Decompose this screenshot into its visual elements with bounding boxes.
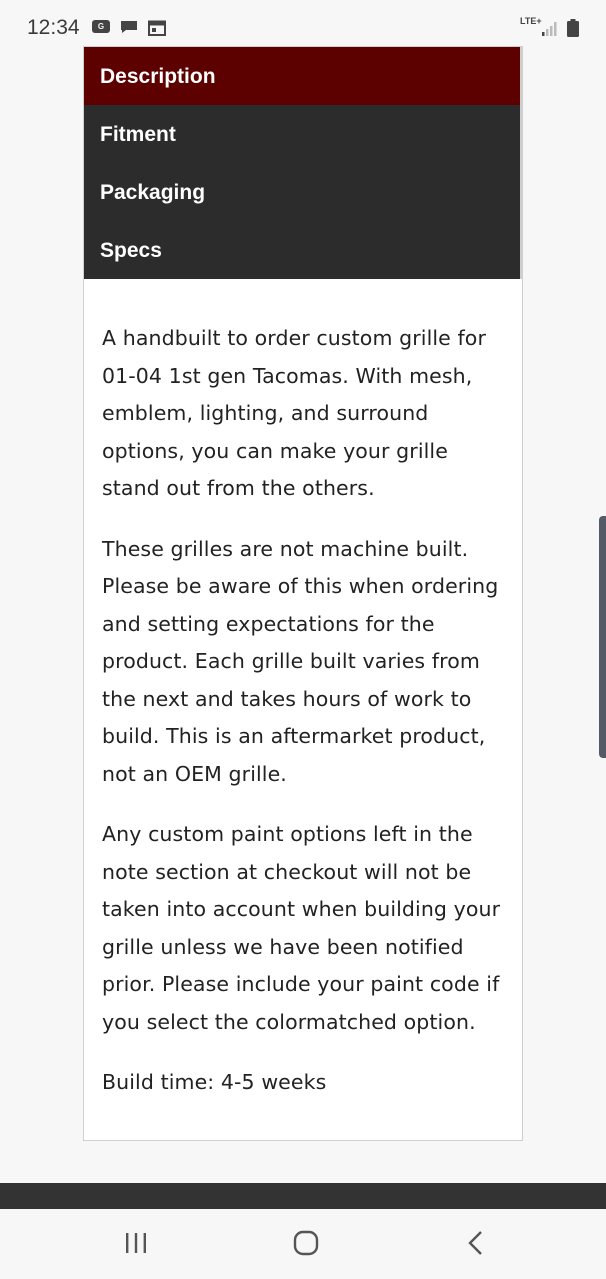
description-paragraph: A handbuilt to order custom grille for 01-04 1st gen Tacomas. With mesh, emblem, lighting, and surround options, you can make your grille stand out from the others. — [102, 326, 486, 500]
description-content — [102, 320, 512, 1125]
description-paragraph: Any custom paint options left in the note section at checkout will not be taken into account when building your grille unless we have been notified prior. Please include your paint code if you select the colormatched option. — [102, 822, 501, 1034]
tab-specs[interactable]: Specs — [100, 239, 162, 262]
edge-panel-handle[interactable] — [599, 516, 606, 758]
build-time: Build time: 4-5 weeks — [102, 1070, 327, 1094]
signal-icon — [541, 20, 559, 36]
home-icon[interactable] — [286, 1229, 326, 1259]
recent-apps-icon[interactable] — [116, 1229, 156, 1259]
status-time: 12:34 — [27, 16, 80, 39]
product-tabs — [84, 47, 521, 279]
navigation-bar — [0, 1209, 606, 1279]
gallery-badge-icon: G — [92, 20, 110, 33]
tab-description[interactable]: Description — [84, 47, 521, 105]
description-paragraph: These grilles are not machine built. Please be aware of this when ordering and setting expectations for the product. Each grille built varies from the next and takes hours of work to build. This is an aftermarket product, not an OEM grille. — [102, 536, 499, 786]
status-bar — [0, 0, 606, 48]
calendar-icon — [148, 20, 166, 36]
page-footer — [0, 1183, 606, 1209]
tab-fitment[interactable]: Fitment — [100, 123, 176, 146]
tab-packaging[interactable]: Packaging — [100, 181, 206, 204]
message-icon — [120, 20, 138, 34]
network-type: LTE+ — [520, 16, 542, 26]
back-icon[interactable] — [456, 1229, 496, 1259]
tabs-edge — [520, 47, 523, 279]
battery-icon — [567, 19, 579, 37]
